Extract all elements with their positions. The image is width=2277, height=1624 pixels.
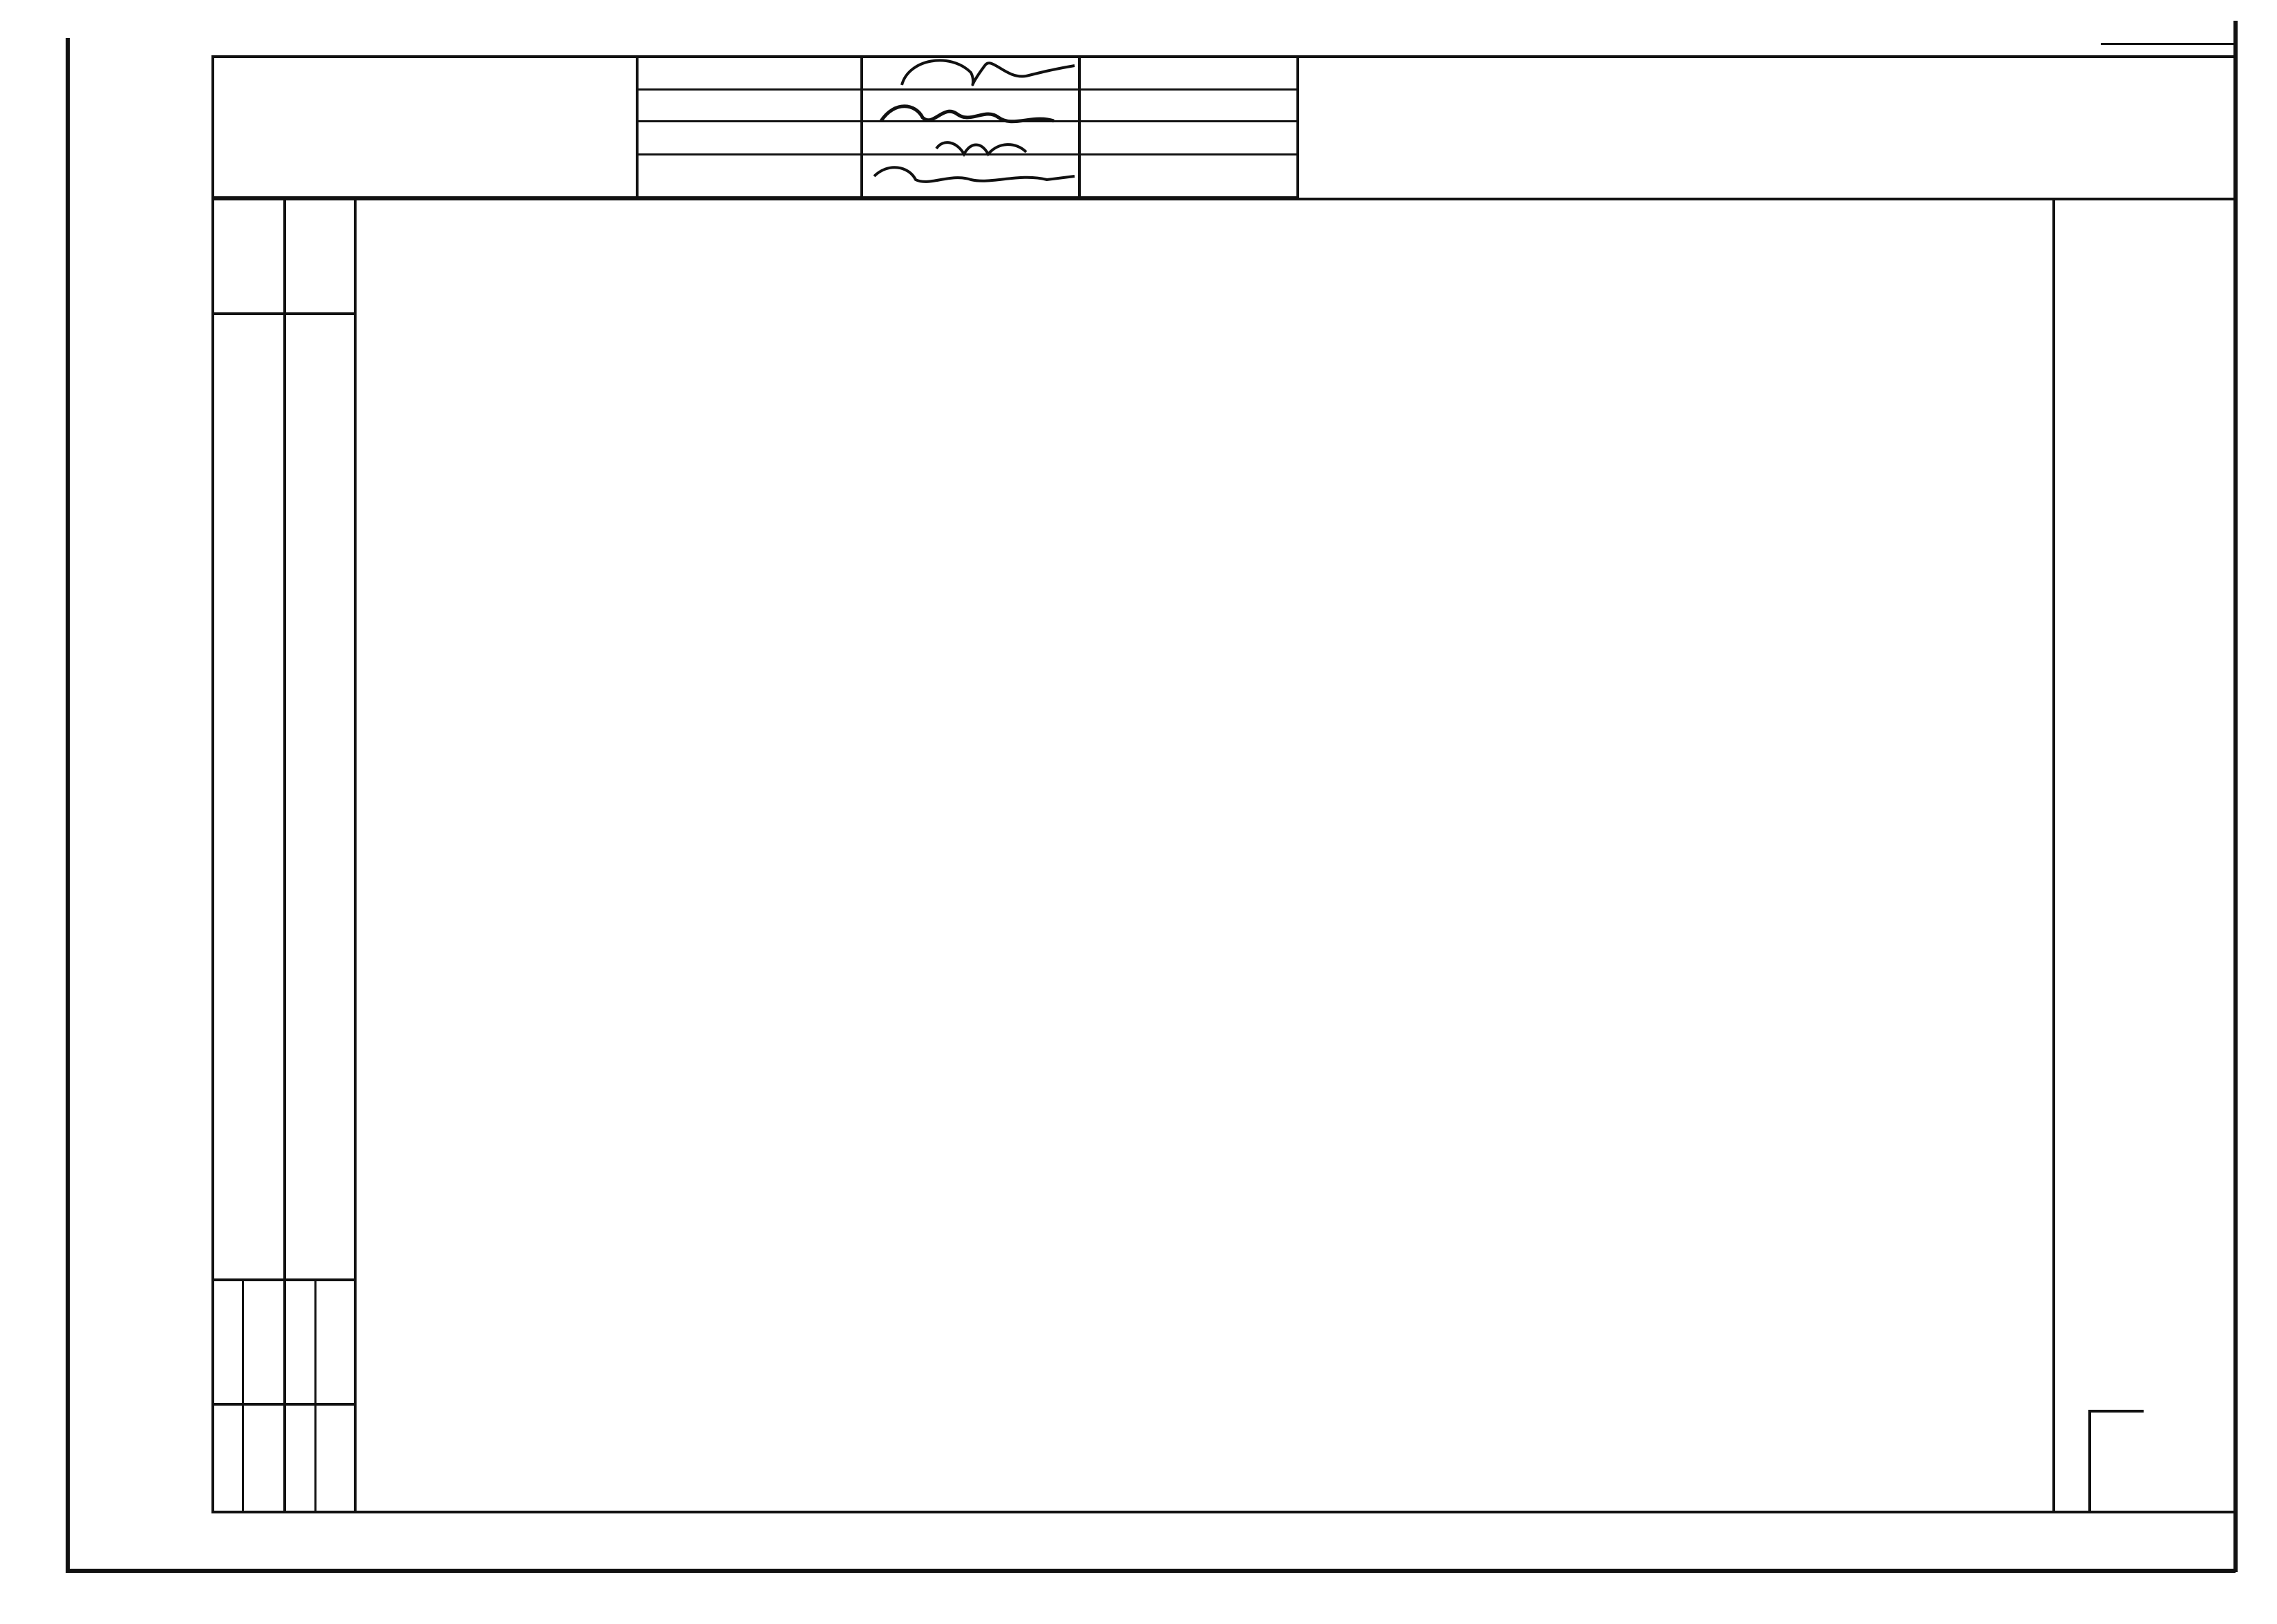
header-gost [719,207,872,373]
title-block [211,55,1299,199]
signatures [867,38,1081,200]
header-name [401,228,719,318]
header-maker [1659,235,1949,325]
header-sheet [1945,204,2052,380]
